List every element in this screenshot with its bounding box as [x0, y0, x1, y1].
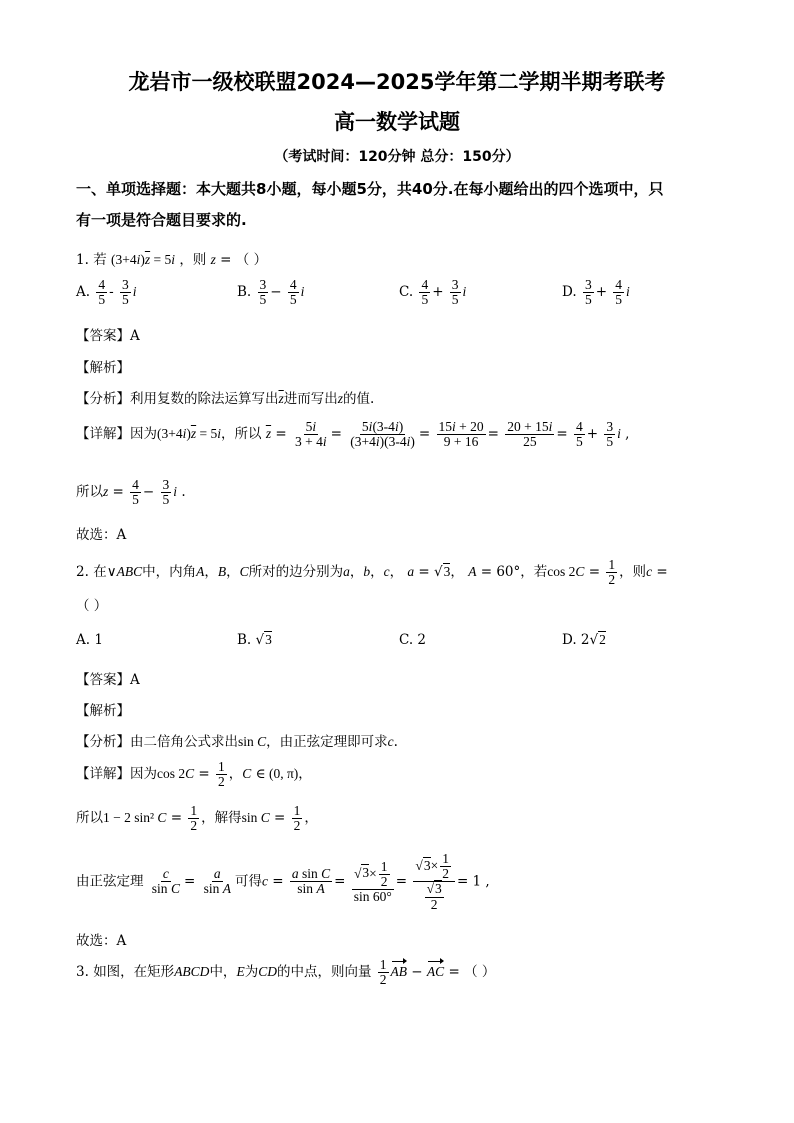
- q2-option-d: D. 2√2: [562, 632, 606, 648]
- section-heading-line1: 一、单项选择题：本大题共8小题，每小题5分，共40分.在每小题给出的四个选项中，只: [76, 180, 664, 198]
- q2-option-b: B. √3: [237, 632, 272, 648]
- q2-detail-line2: 所以1 − 2 sin² C = $\frac{1}{2}$ ，解得sin C = $\frac{1}{2}$ ，: [76, 803, 318, 834]
- q2-stem: 2. 在∨ABC中，内角A，B，C所对的边分别为a，b，c， a = √3， A = 60°，若cos 2C = $\frac{1}{2}$ ，则c =: [76, 557, 668, 588]
- q2-option-d-label: D.: [562, 632, 577, 648]
- q3-stem: 3. 如图，在矩形ABCD中，E为CD的中点，则向量 $\frac{1}{2}$ AB − AC = （ ）: [76, 957, 496, 988]
- q2-detail-line1: 【详解】因为cos 2C = $\frac{1}{2}$ ，C ∈ (0, π)，: [76, 759, 312, 790]
- vector-ac: AC: [426, 964, 445, 980]
- q1-fenxi-text: 利用复数的除法运算写出: [130, 391, 279, 407]
- q1-fenxi-end: 的值.: [343, 391, 375, 407]
- q1-detail: 【详解】因为$(3+4i)\overline{z} = 5i$，所以 $\overline{z}$ = $\frac{5i}{3 + 4i}$ = $\frac{5i(3-4i)}{(3+4i)(3-4i)}$ = $\frac{15i + 20}{9 + 16}$ = $\frac{20 + 15i}{25}$ = $\frac{4}{5}$ + $\frac{3}{5}$ i ,: [76, 419, 630, 450]
- q2-stem-a: 在: [93, 564, 107, 581]
- q3-stem-c: 为: [244, 964, 259, 981]
- q2-option-b-label: B.: [237, 632, 252, 648]
- q3-number: 3.: [76, 964, 89, 981]
- answer-tag: 【答案】: [76, 328, 130, 344]
- q1-detail-mid: ，所以: [221, 426, 262, 443]
- q2-stem-c: 所对的边分别为: [248, 564, 344, 581]
- detail-tag: 【详解】: [76, 426, 130, 443]
- fenxi-tag: 【分析】: [76, 734, 130, 750]
- q2-blank: （ ）: [76, 598, 108, 614]
- exam-info: （考试时间：120分钟 总分：150分）: [274, 149, 520, 165]
- q2-line3-mid: 可得: [234, 873, 262, 890]
- q2-fenxi-b: ，由正弦定理即可求: [266, 734, 388, 750]
- detail-tag: 【详解】: [76, 766, 130, 783]
- q1-answer: [76, 324, 140, 344]
- q1-stem: 1. 若 $(3+4i)\overline{z} = 5i$ ，则 z = （ ）: [76, 252, 268, 268]
- q2-choose: 故选：A: [76, 933, 127, 949]
- q1-option-b: B. $\frac{3}{5}$ − $\frac{4}{5}$ i: [237, 277, 305, 308]
- vector-ab: AB: [390, 964, 407, 980]
- q2-number: 2.: [76, 564, 89, 581]
- q1-fenxi: 【分析】利用复数的除法运算写出$\overline{z}$进而写出z的值.: [76, 391, 375, 407]
- q1-option-d: D. $\frac{3}{5}$ + $\frac{4}{5}$ i: [562, 277, 630, 308]
- q3-blank: （ ）: [464, 964, 496, 981]
- q1-option-a: A. $\frac{4}{5}$ - $\frac{3}{5}$ i: [76, 277, 137, 308]
- q1-answer-value: A: [130, 328, 140, 344]
- q2-line3-prefix: 由正弦定理: [76, 873, 144, 890]
- q2-detail-prefix: 因为: [130, 766, 157, 783]
- q2-line2-prefix: 所以: [76, 810, 103, 827]
- q2-fenxi: 【分析】由二倍角公式求出sin C，由正弦定理即可求c.: [76, 734, 398, 750]
- q2-fenxi-a: 由二倍角公式求出: [130, 734, 238, 750]
- q2-answer-value: A: [130, 672, 140, 688]
- q1-detail-prefix: 因为: [130, 426, 157, 443]
- q1-fenxi-mid: 进而写出: [283, 391, 338, 407]
- q2-option-c: C. 2: [399, 632, 427, 648]
- q2-detail-line3: 由正弦定理 $\frac{c}{\text{sin C}}$ = $\frac{a}{\text{sin A}}$ 可得c = $\frac{\text{a sin C}}{\text{sin A}}$ = √3× $\frac{1}{2}$ sin 60° = √3× $\frac{1}{2}$ $\frac{√3}{2}$ = 1 ,: [76, 851, 490, 912]
- q2-line2-mid: ，解得: [201, 810, 242, 827]
- q3-stem-d: 的中点，则向量: [276, 964, 372, 981]
- exam-title: 龙岩市一级校联盟2024—2025学年第二学期半期考联考: [128, 70, 666, 94]
- q1-var-z: z: [210, 252, 216, 267]
- q2-option-a: A. 1: [76, 632, 103, 648]
- q1-so-prefix: 所以: [76, 484, 103, 501]
- q2-answer: [76, 668, 140, 688]
- q1-conclusion: 所以z = $\frac{4}{5}$ − $\frac{3}{5}$ i .: [76, 477, 186, 508]
- q1-choose: 故选：A: [76, 527, 127, 543]
- q3-stem-b: 中，: [209, 964, 237, 981]
- fenxi-tag: 【分析】: [76, 391, 130, 407]
- q2-stem-d: ，若: [520, 564, 548, 581]
- q1-blank: （ ）: [235, 252, 268, 268]
- answer-tag: 【答案】: [76, 672, 130, 688]
- q3-stem-a: 如图，在矩形: [93, 964, 175, 981]
- q2-stem-b: 中，内角: [142, 564, 197, 581]
- q1-equation: $(3+4i)\overline{z} = 5i$: [110, 252, 176, 267]
- q2-stem-e: ，则: [619, 564, 647, 581]
- q1-option-c: C. $\frac{4}{5}$ + $\frac{3}{5}$ i: [399, 277, 467, 308]
- q1-stem-suffix: ，则: [179, 252, 207, 268]
- q1-stem-prefix: 若: [93, 252, 107, 268]
- q1-analysis-tag: 【解析】: [76, 360, 130, 376]
- exam-subtitle: 高一数学试题: [334, 110, 460, 134]
- section-heading-line2: 有一项是符合题目要求的.: [76, 211, 247, 229]
- q1-number: 1.: [76, 252, 89, 268]
- q2-analysis-tag: 【解析】: [76, 703, 130, 719]
